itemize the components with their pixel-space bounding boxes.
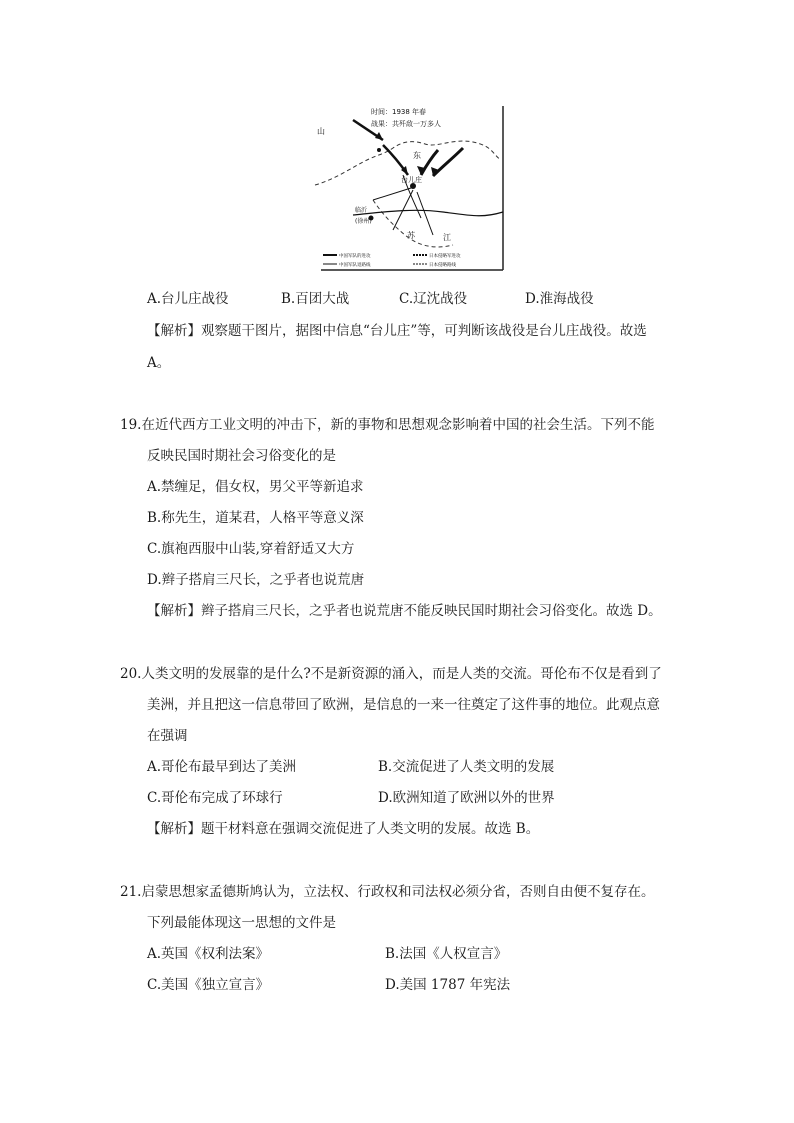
- q19-option-b: B.称先生，道某君，人格平等意义深: [147, 510, 364, 526]
- q19-stem-line-2: 反映民国时期社会习俗变化的是: [147, 448, 336, 464]
- q19-option-c: C.旗袍西服中山装,穿着舒适又大方: [147, 541, 355, 557]
- q19-analysis: 【解析】辫子搭肩三尺长，之乎者也说荒唐不能反映民国时期社会习俗变化。故选 D。: [147, 603, 662, 619]
- q18-option-c: C.辽沈战役: [399, 291, 468, 307]
- q20-option-d: D.欧洲知道了欧洲以外的世界: [378, 790, 555, 806]
- q19-option-a: A.禁缠足，倡女权，男父平等新追求: [147, 479, 364, 495]
- q18-option-a: A.台儿庄战役: [147, 291, 229, 307]
- q21-stem-line-2: 下列最能体现这一思想的文件是: [147, 915, 336, 931]
- q20-stem-line-3: 在强调: [147, 728, 188, 744]
- q21-option-c: C.美国《独立宣言》: [147, 977, 270, 993]
- map-place-xuzhou: (徐州): [355, 218, 372, 225]
- map-label-su: 苏: [407, 231, 415, 240]
- map-info-time: 时间：1938 年春: [371, 108, 427, 116]
- q18-analysis-line-2: A。: [147, 355, 171, 371]
- map-label-east: 东: [413, 151, 421, 160]
- q18-analysis-line-1: 【解析】观察题干图片，据图中信息“台儿庄”等，可判断该战役是台儿庄战役。故选: [147, 323, 647, 339]
- map-place-taierzhuang: 台儿庄: [401, 176, 422, 184]
- battle-map-drawing: [313, 100, 505, 272]
- q20-stem-line-2: 美洲，并且把这一信息带回了欧洲，是信息的一来一往奠定了这件事的地位。此观点意: [147, 697, 660, 713]
- map-label-jiang: 江: [443, 233, 451, 242]
- q18-option-b: B.百团大战: [281, 291, 350, 307]
- map-label-shan: 山: [317, 127, 325, 136]
- map-info-result: 战果：共歼敌一万多人: [371, 120, 441, 128]
- q20-analysis: 【解析】题干材料意在强调交流促进了人类文明的发展。故选 B。: [147, 821, 540, 837]
- battle-map: [313, 100, 505, 272]
- map-legend-1: 中国军队的进攻: [339, 254, 371, 259]
- q20-stem-line-1: 20.人类文明的发展靠的是什么?不是新资源的涌入，而是人类的交流。哥伦布不仅是看到了: [120, 666, 662, 682]
- map-legend-3: 日本侵略军进攻: [429, 254, 461, 259]
- q21-stem-line-1: 21.启蒙思想家孟德斯鸠认为，立法权、行政权和司法权必须分省，否则自由便不复存在。: [120, 884, 655, 900]
- q18-option-d: D.淮海战役: [525, 291, 594, 307]
- q20-option-a: A.哥伦布最早到达了美洲: [147, 759, 297, 775]
- map-place-linyi: 临沂: [355, 207, 368, 214]
- q19-option-d: D.辫子搭肩三尺长，之乎者也说荒唐: [147, 572, 365, 588]
- map-legend-4: 日本侵略路线: [429, 263, 456, 268]
- q19-stem-line-1: 19.在近代西方工业文明的冲击下，新的事物和思想观念影响着中国的社会生活。下列不能: [120, 417, 655, 433]
- map-legend-2: 中国军队退路线: [339, 263, 371, 268]
- q21-option-d: D.美国 1787 年宪法: [385, 977, 511, 993]
- q20-option-b: B.交流促进了人类文明的发展: [378, 759, 555, 775]
- q21-option-b: B.法国《人权宣言》: [385, 946, 508, 962]
- q21-option-a: A.英国《权利法案》: [147, 946, 270, 962]
- q20-option-c: C.哥伦布完成了环球行: [147, 790, 283, 806]
